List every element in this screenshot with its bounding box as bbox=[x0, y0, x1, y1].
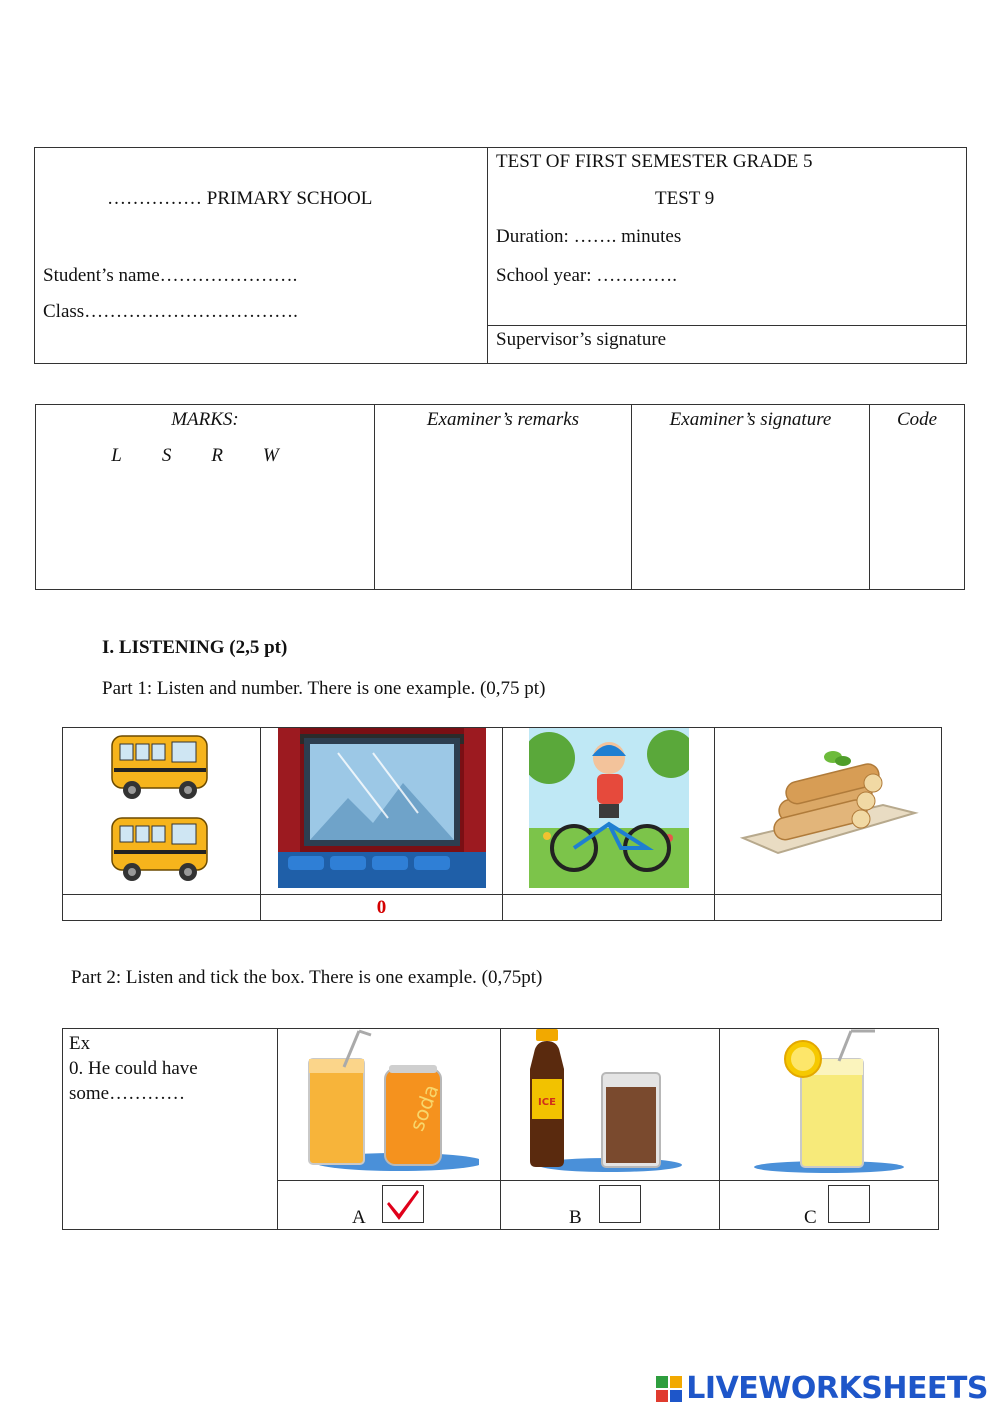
example-label: Ex bbox=[69, 1033, 91, 1054]
question-cell bbox=[63, 1029, 278, 1230]
picture-cell bbox=[261, 728, 503, 895]
skill-labels bbox=[36, 445, 374, 467]
marks-table bbox=[35, 404, 965, 590]
juice-and-soda-icon bbox=[299, 1029, 479, 1174]
answer-cell-3[interactable] bbox=[503, 895, 715, 921]
skill-listening: L bbox=[111, 445, 122, 466]
student-name-field[interactable]: Student’s name…………………. bbox=[43, 265, 298, 286]
class-field[interactable]: Class……………………………. bbox=[43, 301, 298, 322]
option-c-checkbox[interactable] bbox=[828, 1185, 870, 1223]
option-c-picture bbox=[720, 1029, 939, 1181]
liveworksheets-logo-icon bbox=[656, 1376, 682, 1402]
test-number: TEST 9 bbox=[655, 188, 715, 209]
spring-rolls-icon bbox=[733, 743, 923, 873]
option-b-cell bbox=[501, 1181, 720, 1230]
duration-field: Duration: ……. minutes bbox=[496, 226, 682, 247]
answer-cell-2[interactable]: 0 bbox=[261, 895, 503, 921]
part1-table bbox=[62, 727, 942, 921]
school-info-cell bbox=[35, 148, 488, 364]
answer-cell-4[interactable] bbox=[715, 895, 942, 921]
examiner-signature-cell bbox=[632, 405, 870, 590]
lemonade-icon bbox=[739, 1029, 919, 1174]
school-bus-icon bbox=[102, 728, 222, 888]
examiner-remarks-cell bbox=[375, 405, 632, 590]
answer-cell-1[interactable] bbox=[63, 895, 261, 921]
option-a-label: A bbox=[352, 1207, 366, 1228]
svg-text:soda: soda bbox=[404, 1081, 444, 1135]
marks-cell bbox=[36, 405, 375, 590]
option-a-picture bbox=[278, 1029, 501, 1181]
examiner-remarks-label: Examiner’s remarks bbox=[426, 409, 580, 430]
liveworksheets-logo bbox=[656, 1371, 988, 1406]
option-b-label: B bbox=[569, 1207, 582, 1228]
supervisor-signature-label: Supervisor’s signature bbox=[496, 329, 667, 350]
listening-section-title: I. LISTENING (2,5 pt) bbox=[102, 637, 288, 658]
code-cell bbox=[870, 405, 965, 590]
test-info-cell bbox=[488, 148, 967, 326]
part2-instruction: Part 2: Listen and tick the box. There is one example. (0,75pt) bbox=[71, 967, 543, 988]
skill-reading: R bbox=[211, 445, 223, 466]
option-c-label: C bbox=[804, 1207, 817, 1228]
examiner-signature-label: Examiner’s signature bbox=[669, 409, 832, 430]
header-table bbox=[34, 147, 967, 364]
test-title: TEST OF FIRST SEMESTER GRADE 5 bbox=[496, 151, 813, 172]
part1-instruction: Part 1: Listen and number. There is one example. (0,75 pt) bbox=[102, 678, 546, 699]
ice-tea-and-chocolate-icon bbox=[520, 1029, 700, 1174]
cinema-screen-icon bbox=[278, 728, 486, 888]
picture-cell bbox=[503, 728, 715, 895]
option-c-cell bbox=[720, 1181, 939, 1230]
option-b-checkbox[interactable] bbox=[599, 1185, 641, 1223]
part2-table bbox=[62, 1028, 939, 1230]
skill-writing: W bbox=[262, 445, 279, 466]
code-label: Code bbox=[896, 409, 938, 430]
picture-cell bbox=[715, 728, 942, 895]
option-a-checkbox[interactable] bbox=[382, 1185, 424, 1223]
supervisor-cell bbox=[488, 326, 967, 364]
picture-cell bbox=[63, 728, 261, 895]
option-b-picture bbox=[501, 1029, 720, 1181]
school-name: …………… PRIMARY SCHOOL bbox=[107, 188, 373, 209]
school-year-field: School year: …………. bbox=[496, 265, 678, 286]
skill-speaking: S bbox=[161, 445, 172, 466]
question-text-line1: 0. He could have bbox=[69, 1058, 198, 1079]
marks-label: MARKS: bbox=[171, 409, 239, 430]
option-a-cell bbox=[278, 1181, 501, 1230]
red-check-icon bbox=[383, 1186, 423, 1222]
liveworksheets-brand-text: LIVEWORKSHEETS bbox=[686, 1371, 988, 1406]
svg-text:ICE: ICE bbox=[538, 1097, 556, 1108]
boy-riding-bike-icon bbox=[529, 728, 689, 888]
question-text-line2: some………… bbox=[69, 1083, 186, 1104]
